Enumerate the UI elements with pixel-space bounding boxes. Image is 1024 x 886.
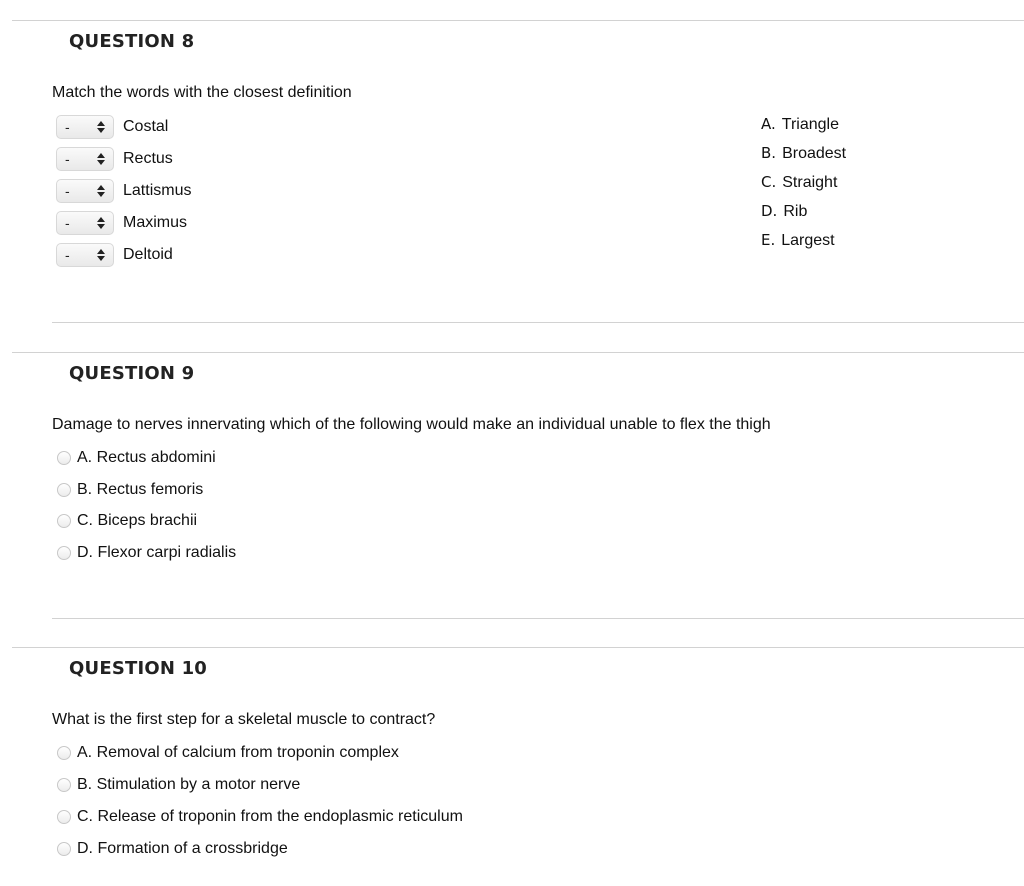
definition-letter: E. bbox=[761, 231, 776, 249]
question-10-prompt: What is the first step for a skeletal muscle to contract? bbox=[52, 711, 436, 728]
radio-button[interactable] bbox=[57, 483, 71, 497]
definition-d bbox=[761, 202, 807, 221]
match-select-lattismus[interactable] bbox=[56, 179, 114, 203]
option-label: A. Removal of calcium from troponin complex bbox=[77, 744, 399, 761]
question-9-title: QUESTION 9 bbox=[69, 363, 195, 384]
match-word: Lattismus bbox=[123, 182, 192, 199]
match-select-maximus[interactable] bbox=[56, 211, 114, 235]
definition-b bbox=[761, 144, 846, 163]
q9-option-c[interactable] bbox=[57, 511, 197, 531]
definition-text: Straight bbox=[782, 174, 838, 191]
match-row-deltoid bbox=[56, 242, 173, 268]
q10-option-c[interactable] bbox=[57, 807, 463, 827]
radio-button[interactable] bbox=[57, 842, 71, 856]
definition-letter: D. bbox=[761, 202, 778, 220]
question-9-prompt: Damage to nerves innervating which of the following would make an individual unable to flex the thigh bbox=[52, 416, 771, 433]
q10-option-d[interactable] bbox=[57, 839, 288, 859]
select-value: - bbox=[65, 215, 70, 231]
match-word: Deltoid bbox=[123, 246, 173, 263]
q10-option-b[interactable] bbox=[57, 775, 300, 795]
select-arrows-icon bbox=[97, 249, 105, 261]
match-word: Rectus bbox=[123, 150, 173, 167]
select-arrows-icon bbox=[97, 217, 105, 229]
select-value: - bbox=[65, 151, 70, 167]
divider-q9-bottom bbox=[52, 618, 1024, 619]
select-arrows-icon bbox=[97, 185, 105, 197]
option-label: D. Formation of a crossbridge bbox=[77, 840, 288, 857]
option-label: D. Flexor carpi radialis bbox=[77, 544, 237, 561]
match-row-rectus bbox=[56, 146, 173, 172]
definition-text: Largest bbox=[781, 232, 835, 249]
option-label: C. Biceps brachii bbox=[77, 512, 198, 529]
select-value: - bbox=[65, 119, 70, 135]
match-row-maximus bbox=[56, 210, 187, 236]
radio-button[interactable] bbox=[57, 546, 71, 560]
option-label: B. Stimulation by a motor nerve bbox=[77, 776, 301, 793]
select-arrows-icon bbox=[97, 153, 105, 165]
option-label: C. Release of troponin from the endoplasmic reticulum bbox=[77, 808, 463, 825]
select-arrows-icon bbox=[97, 121, 105, 133]
q9-option-a[interactable] bbox=[57, 448, 216, 468]
divider-q9-top bbox=[12, 352, 1024, 353]
q9-option-b[interactable] bbox=[57, 480, 203, 500]
divider-top bbox=[12, 20, 1024, 21]
q9-option-d[interactable] bbox=[57, 543, 236, 563]
definition-text: Rib bbox=[783, 203, 808, 220]
select-value: - bbox=[65, 183, 70, 199]
definition-a bbox=[761, 115, 839, 134]
definition-letter: B. bbox=[761, 144, 777, 162]
radio-button[interactable] bbox=[57, 778, 71, 792]
match-word: Costal bbox=[123, 118, 169, 135]
definition-c bbox=[761, 173, 837, 192]
select-value: - bbox=[65, 247, 70, 263]
question-10-title: QUESTION 10 bbox=[69, 658, 208, 679]
question-8-prompt: Match the words with the closest definition bbox=[52, 84, 352, 101]
definition-e bbox=[761, 231, 835, 250]
option-label: A. Rectus abdomini bbox=[77, 449, 216, 466]
match-row-costal bbox=[56, 114, 168, 140]
divider-q10-top bbox=[12, 647, 1024, 648]
radio-button[interactable] bbox=[57, 746, 71, 760]
radio-button[interactable] bbox=[57, 810, 71, 824]
match-row-lattismus bbox=[56, 178, 191, 204]
question-8-title: QUESTION 8 bbox=[69, 31, 195, 52]
divider-q8-bottom bbox=[52, 322, 1024, 323]
option-label: B. Rectus femoris bbox=[77, 481, 204, 498]
match-select-deltoid[interactable] bbox=[56, 243, 114, 267]
definition-text: Broadest bbox=[782, 145, 847, 162]
match-word: Maximus bbox=[123, 214, 188, 231]
radio-button[interactable] bbox=[57, 451, 71, 465]
definition-letter: C. bbox=[761, 173, 777, 191]
definition-text: Triangle bbox=[781, 116, 839, 133]
match-select-rectus[interactable] bbox=[56, 147, 114, 171]
radio-button[interactable] bbox=[57, 514, 71, 528]
definition-letter: A. bbox=[761, 115, 776, 133]
match-select-costal[interactable] bbox=[56, 115, 114, 139]
q10-option-a[interactable] bbox=[57, 743, 399, 763]
